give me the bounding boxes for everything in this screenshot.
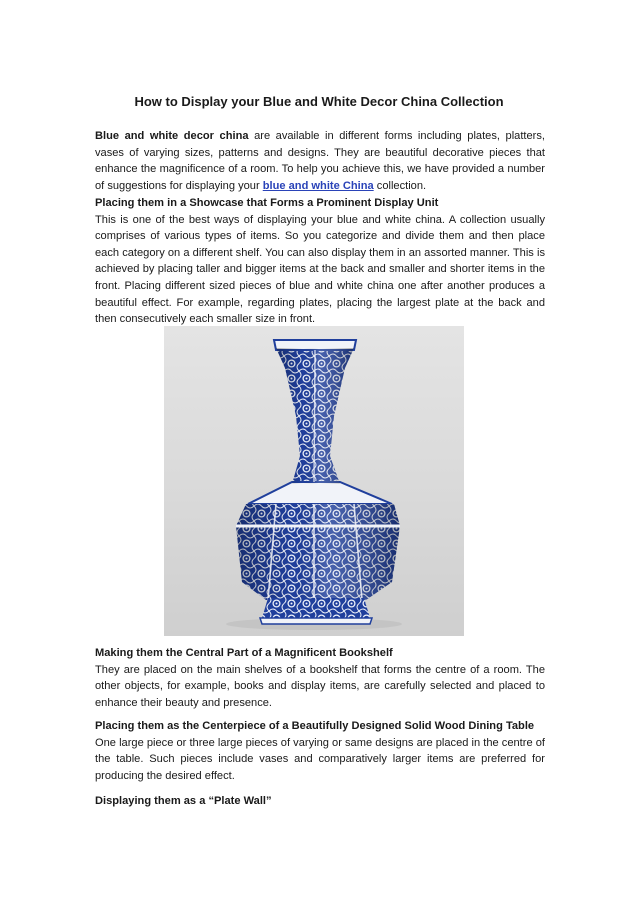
intro-bold-lead: Blue and white decor china: [95, 130, 249, 142]
blue-white-vase-image: [164, 326, 464, 636]
blue-white-china-link[interactable]: blue and white China: [262, 179, 374, 192]
section-showcase: [95, 195, 545, 328]
section-body: This is one of the best ways of displaying your blue and white china. A collection usually comprises of various types of items. So you categorize and divide them and then place each category on a different shelf. You can also display them in an assorted manner. This is achieved by placing taller and bigger items at the back and smaller and shorter items in the front. Placing different sized pieces of blue and white china one after another produces a beautiful effect. For example, regarding plates, placing the largest plate at the back and then consecutively each smaller size in front.: [95, 213, 545, 326]
vase-photo: [164, 326, 464, 636]
section-heading: Displaying them as a “Plate Wall”: [95, 795, 272, 807]
section-bookshelf: [95, 645, 545, 711]
section-heading: Placing them in a Showcase that Forms a Prominent Display Unit: [95, 197, 439, 209]
document-title: How to Display your Blue and White Decor China Collection: [134, 94, 504, 109]
section-plate-wall: [95, 793, 545, 810]
section-body: They are placed on the main shelves of a bookshelf that forms the centre of a room. The other objects, for example, books and display items, are carefully selected and placed to enhance their beauty and presence.: [95, 663, 545, 709]
intro-text-end: collection.: [373, 179, 427, 192]
section-dining-table: [95, 718, 545, 784]
intro-text: are available in different forms including plates, platters, vases of varying sizes, patterns and designs. They are beautiful decorative pieces that enhance the magnificence of a room. To help you achieve this, we have provided a number of suggestions for displaying your: [95, 130, 545, 192]
intro-paragraph: [95, 128, 545, 194]
section-heading: Placing them as the Centerpiece of a Beautifully Designed Solid Wood Dining Table: [95, 720, 535, 732]
section-body: One large piece or three large pieces of varying or same designs are placed in the centre of the table. Such pieces include vases and comparatively larger items are preferred for producing the desired effect.: [95, 736, 545, 782]
section-heading: Making them the Central Part of a Magnificent Bookshelf: [95, 647, 393, 659]
